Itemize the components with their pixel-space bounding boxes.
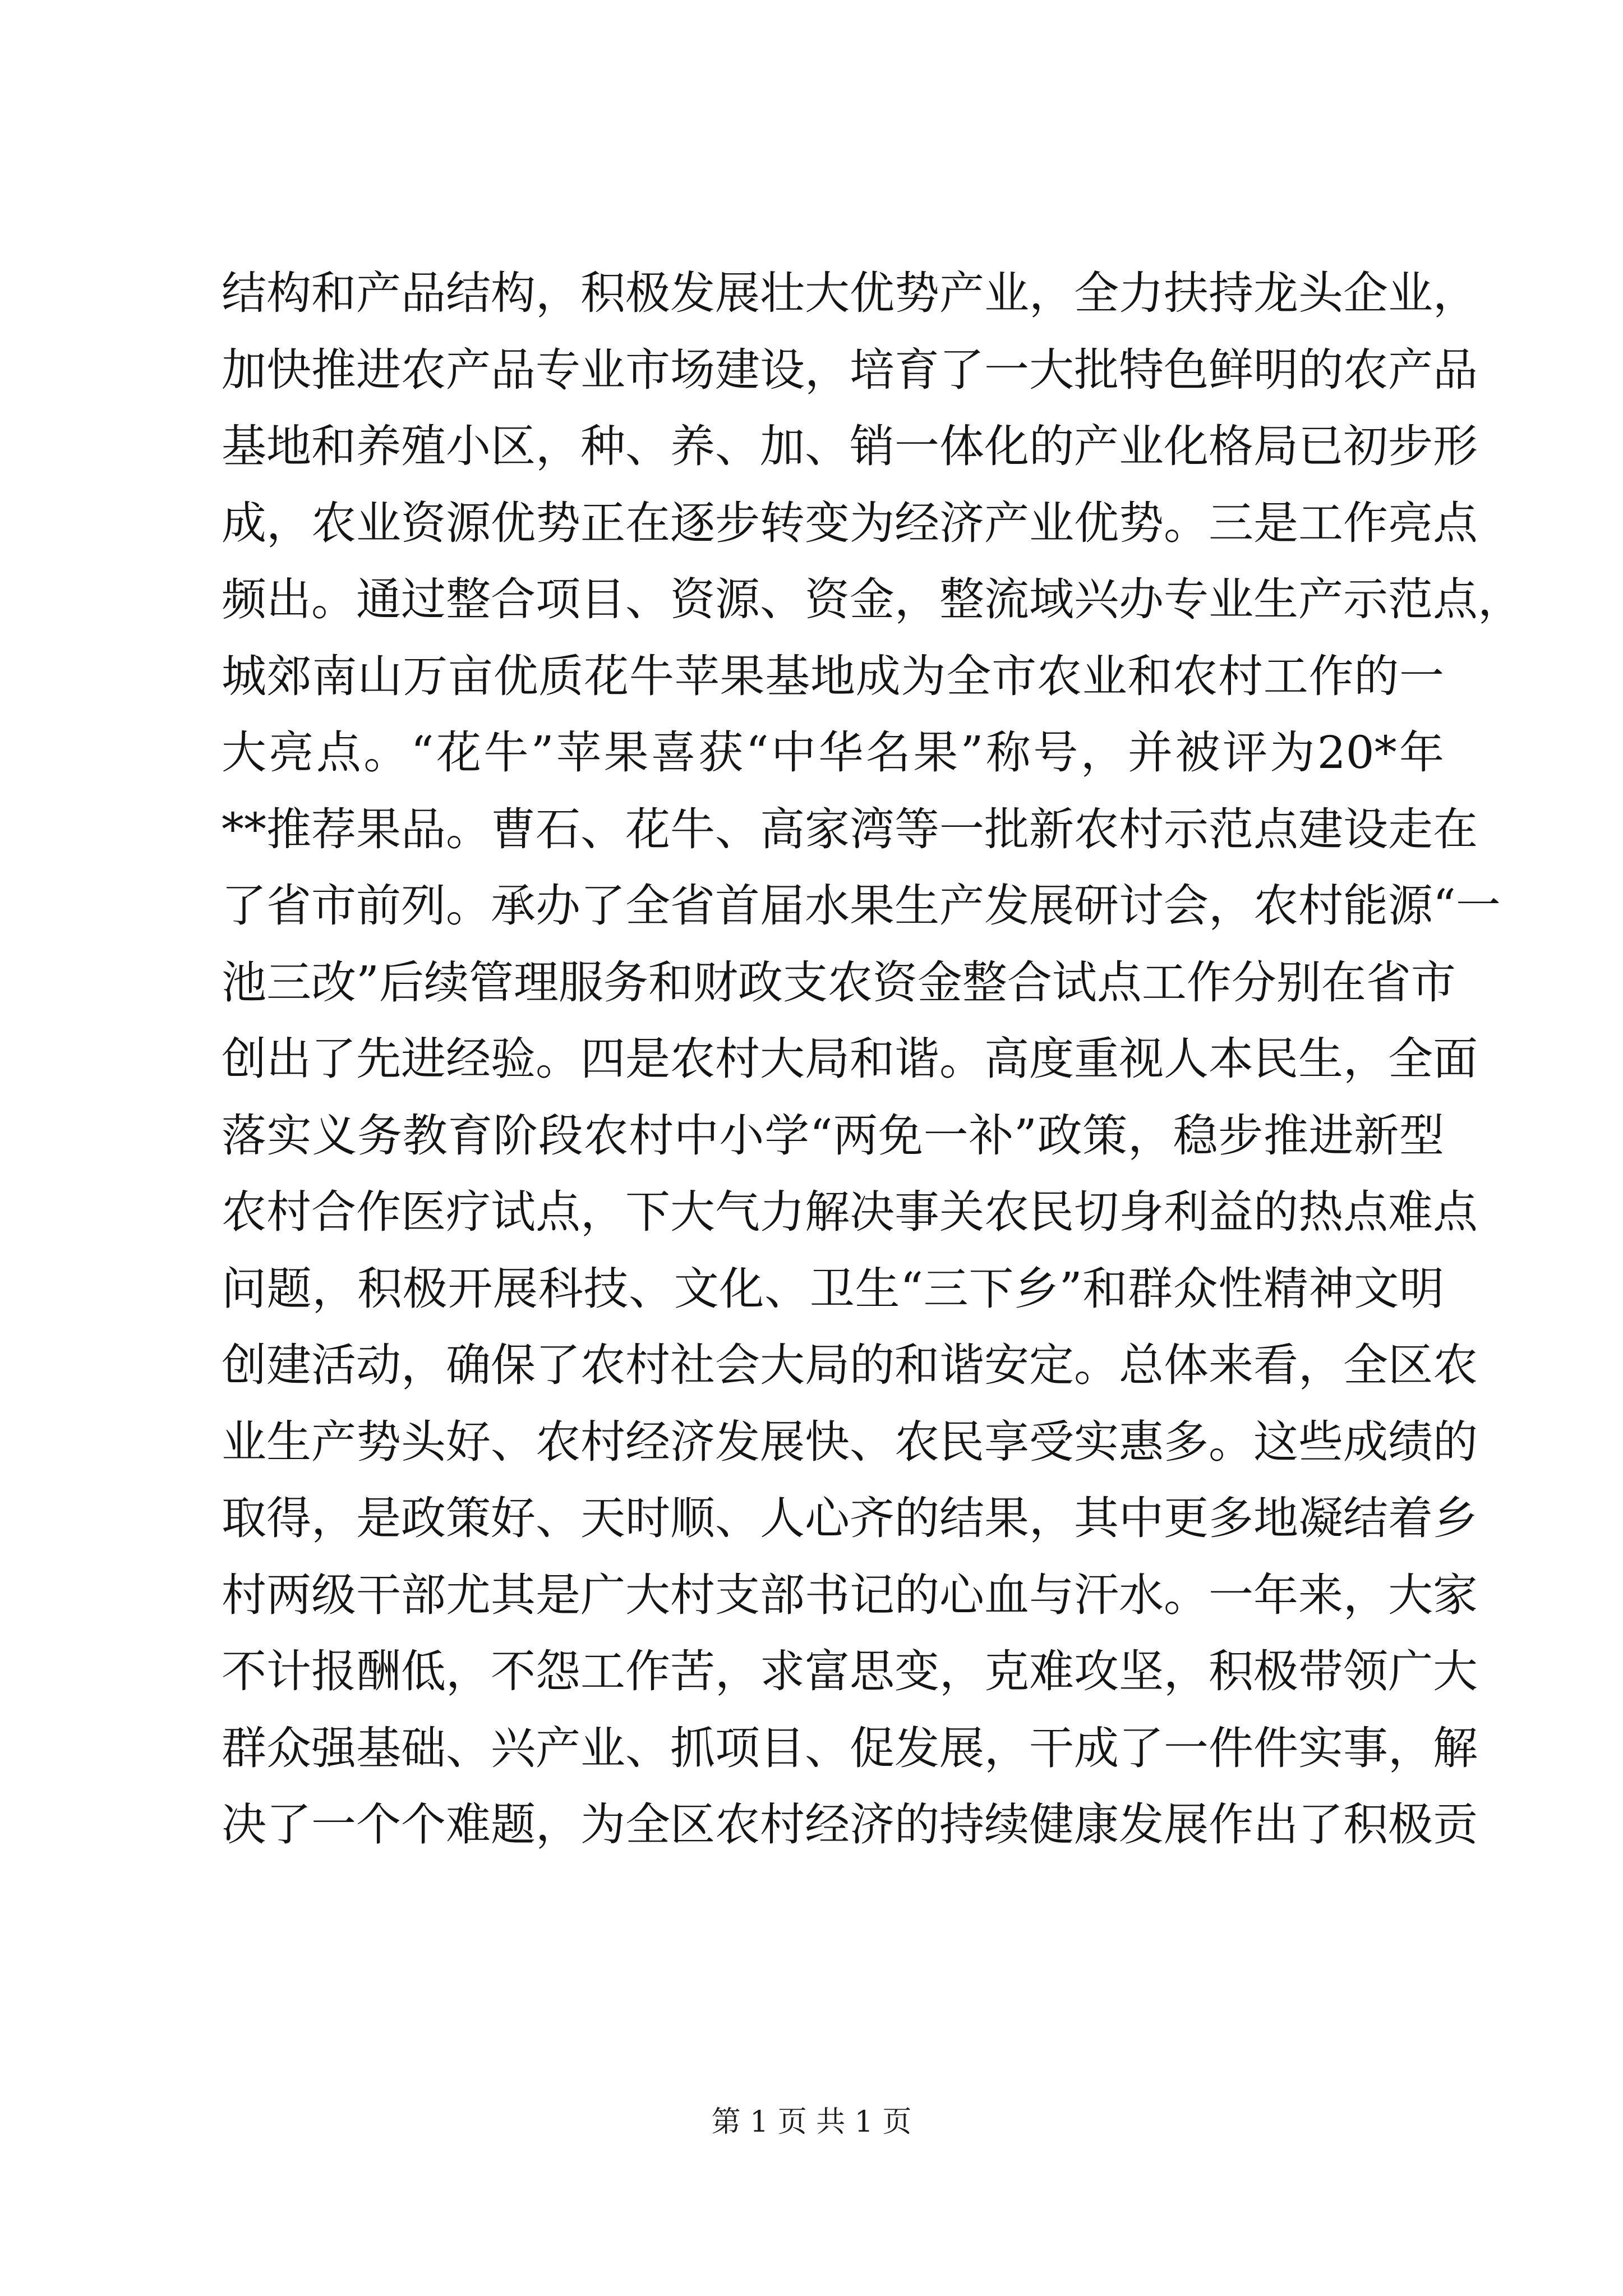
text-line: 创建活动，确保了农村社会大局的和谐安定。总体来看，全区农 [222, 1339, 1478, 1391]
text-line: 大亮点。“花牛”苹果喜获“中华名果”称号，并被评为20*年 [222, 726, 1444, 779]
text-line: 决了一个个难题，为全区农村经济的持续健康发展作出了积极贡 [222, 1798, 1478, 1851]
text-line: 群众强基础、兴产业、抓项目、促发展，干成了一件件实事，解 [222, 1722, 1478, 1774]
page-number-footer: 第 1 页 共 1 页 [711, 2105, 912, 2139]
text-line: 村两级干部尤其是广大村支部书记的心血与汗水。一年来，大家 [222, 1568, 1478, 1621]
text-line: 不计报酬低，不怨工作苦，求富思变，克难攻坚，积极带领广大 [222, 1645, 1478, 1697]
text-line: 了省市前列。承办了全省首届水果生产发展研讨会，农村能源“一 [222, 880, 1501, 932]
text-line: 问题，积极开展科技、文化、卫生“三下乡”和群众性精神文明 [222, 1262, 1444, 1315]
text-line: 业生产势头好、农村经济发展快、农民享受实惠多。这些成绩的 [222, 1415, 1478, 1468]
text-line: 城郊南山万亩优质花牛苹果基地成为全市农业和农村工作的一 [222, 650, 1444, 702]
text-line: 加快推进农产品专业市场建设，培育了一大批特色鲜明的农产品 [222, 343, 1478, 396]
text-line: 取得，是政策好、天时顺、人心齐的结果，其中更多地凝结着乡 [222, 1492, 1478, 1544]
text-line: 池三改”后续管理服务和财政支农资金整合试点工作分别在省市 [222, 956, 1456, 1009]
text-line: 创出了先进经验。四是农村大局和谐。高度重视人本民生，全面 [222, 1033, 1478, 1085]
text-line: 农村合作医疗试点，下大气力解决事关农民切身利益的热点难点 [222, 1186, 1478, 1238]
text-line: 成，农业资源优势正在逐步转变为经济产业优势。三是工作亮点 [222, 496, 1478, 549]
text-line: **推荐果品。曹石、花牛、高家湾等一批新农村示范点建设走在 [222, 803, 1478, 855]
text-line: 基地和养殖小区，种、养、加、销一体化的产业化格局已初步形 [222, 420, 1478, 472]
text-line: 落实义务教育阶段农村中小学“两免一补”政策，稳步推进新型 [222, 1109, 1444, 1162]
body-paragraph [222, 255, 1523, 1864]
text-line: 结构和产品结构，积极发展壮大优势产业，全力扶持龙头企业， [222, 267, 1478, 319]
text-line: 频出。通过整合项目、资源、资金，整流域兴办专业生产示范点， [222, 573, 1523, 625]
